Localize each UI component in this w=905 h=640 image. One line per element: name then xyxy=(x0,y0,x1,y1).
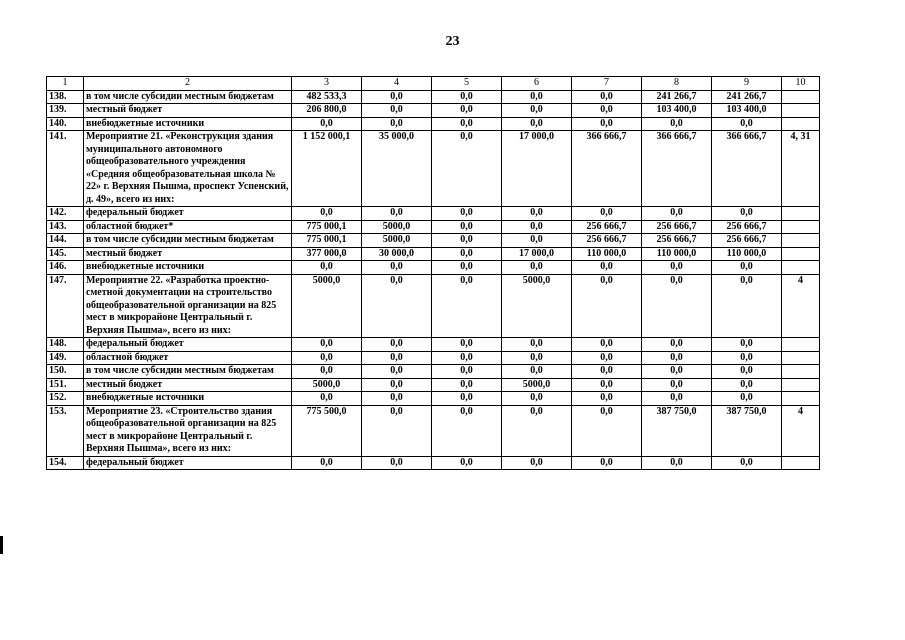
row-value: 0,0 xyxy=(502,392,572,406)
row-value: 5000,0 xyxy=(292,378,362,392)
row-value: 366 666,7 xyxy=(572,131,642,207)
row-number: 138. xyxy=(47,90,84,104)
row-value: 256 666,7 xyxy=(712,234,782,248)
row-value: 0,0 xyxy=(712,365,782,379)
row-value: 110 000,0 xyxy=(572,247,642,261)
row-value: 775 000,1 xyxy=(292,234,362,248)
row-value: 5000,0 xyxy=(502,378,572,392)
row-value: 0,0 xyxy=(642,338,712,352)
row-value: 0,0 xyxy=(712,207,782,221)
row-value: 0,0 xyxy=(572,117,642,131)
row-value: 110 000,0 xyxy=(642,247,712,261)
row-reference xyxy=(782,207,820,221)
row-value: 0,0 xyxy=(642,456,712,470)
table-row xyxy=(47,90,820,104)
row-value: 0,0 xyxy=(572,261,642,275)
row-value: 0,0 xyxy=(642,378,712,392)
table-row xyxy=(47,261,820,275)
row-value: 0,0 xyxy=(432,405,502,456)
row-reference xyxy=(782,456,820,470)
table-row xyxy=(47,338,820,352)
row-value: 5000,0 xyxy=(292,274,362,338)
row-value: 0,0 xyxy=(362,405,432,456)
column-header: 5 xyxy=(432,77,502,91)
table-row xyxy=(47,207,820,221)
row-value: 0,0 xyxy=(432,351,502,365)
row-value: 17 000,0 xyxy=(502,131,572,207)
scan-edge-mark xyxy=(0,536,3,554)
row-value: 0,0 xyxy=(572,456,642,470)
row-value: 0,0 xyxy=(432,90,502,104)
row-name: в том числе субсидии местным бюджетам xyxy=(84,234,292,248)
row-value: 256 666,7 xyxy=(712,220,782,234)
row-number: 148. xyxy=(47,338,84,352)
row-name: Мероприятие 23. «Строительство здания общеобразовательной организации на 825 мест в микрорайоне Центральный г. Верхняя Пышма», всего из них: xyxy=(84,405,292,456)
row-number: 152. xyxy=(47,392,84,406)
row-value: 0,0 xyxy=(432,247,502,261)
row-reference xyxy=(782,220,820,234)
row-name: местный бюджет xyxy=(84,378,292,392)
row-value: 256 666,7 xyxy=(572,234,642,248)
row-value: 0,0 xyxy=(712,378,782,392)
row-value: 0,0 xyxy=(502,207,572,221)
row-value: 241 266,7 xyxy=(642,90,712,104)
row-value: 0,0 xyxy=(712,261,782,275)
row-value: 256 666,7 xyxy=(642,234,712,248)
row-value: 1 152 000,1 xyxy=(292,131,362,207)
row-reference: 4 xyxy=(782,405,820,456)
row-value: 0,0 xyxy=(432,274,502,338)
column-header: 8 xyxy=(642,77,712,91)
row-value: 0,0 xyxy=(712,392,782,406)
row-value: 0,0 xyxy=(432,234,502,248)
row-value: 0,0 xyxy=(502,338,572,352)
row-number: 150. xyxy=(47,365,84,379)
table-row xyxy=(47,392,820,406)
row-value: 17 000,0 xyxy=(502,247,572,261)
table-row xyxy=(47,220,820,234)
budget-table xyxy=(46,76,820,470)
row-name: федеральный бюджет xyxy=(84,338,292,352)
row-value: 0,0 xyxy=(362,351,432,365)
row-value: 0,0 xyxy=(642,365,712,379)
row-value: 0,0 xyxy=(572,90,642,104)
table-row xyxy=(47,234,820,248)
row-value: 110 000,0 xyxy=(712,247,782,261)
row-number: 145. xyxy=(47,247,84,261)
row-number: 147. xyxy=(47,274,84,338)
row-value: 0,0 xyxy=(572,104,642,118)
row-value: 0,0 xyxy=(362,261,432,275)
row-name: Мероприятие 21. «Реконструкция здания муниципального автономного общеобразовательного учреждения «Средняя общеобразовательная школа № 22» г. Верхняя Пышма, проспект Успенский, д. 49», всего из них: xyxy=(84,131,292,207)
row-value: 0,0 xyxy=(362,365,432,379)
row-value: 0,0 xyxy=(362,392,432,406)
table-row xyxy=(47,131,820,207)
row-reference xyxy=(782,365,820,379)
row-number: 144. xyxy=(47,234,84,248)
row-value: 256 666,7 xyxy=(642,220,712,234)
row-reference xyxy=(782,338,820,352)
table-row xyxy=(47,274,820,338)
row-value: 0,0 xyxy=(642,351,712,365)
column-header: 10 xyxy=(782,77,820,91)
row-value: 0,0 xyxy=(572,378,642,392)
row-value: 482 533,3 xyxy=(292,90,362,104)
row-value: 0,0 xyxy=(432,338,502,352)
row-value: 0,0 xyxy=(432,117,502,131)
row-value: 0,0 xyxy=(572,207,642,221)
row-reference xyxy=(782,261,820,275)
row-value: 0,0 xyxy=(572,351,642,365)
row-reference xyxy=(782,247,820,261)
row-value: 256 666,7 xyxy=(572,220,642,234)
row-number: 154. xyxy=(47,456,84,470)
row-name: областной бюджет* xyxy=(84,220,292,234)
row-value: 377 000,0 xyxy=(292,247,362,261)
row-value: 0,0 xyxy=(712,274,782,338)
row-value: 0,0 xyxy=(432,365,502,379)
row-name: федеральный бюджет xyxy=(84,207,292,221)
row-value: 5000,0 xyxy=(362,234,432,248)
row-name: внебюджетные источники xyxy=(84,392,292,406)
table-body xyxy=(47,77,820,470)
row-reference: 4 xyxy=(782,274,820,338)
column-header: 9 xyxy=(712,77,782,91)
row-value: 241 266,7 xyxy=(712,90,782,104)
row-value: 0,0 xyxy=(502,405,572,456)
column-header: 2 xyxy=(84,77,292,91)
row-value: 0,0 xyxy=(362,274,432,338)
row-value: 0,0 xyxy=(642,392,712,406)
row-value: 0,0 xyxy=(502,351,572,365)
row-name: федеральный бюджет xyxy=(84,456,292,470)
row-value: 206 800,0 xyxy=(292,104,362,118)
row-reference xyxy=(782,104,820,118)
row-name: Мероприятие 22. «Разработка проектно-сметной документации на строительство общеобразовательной организации на 825 мест в микрорайоне Центральный г. Верхняя Пышма», всего из них: xyxy=(84,274,292,338)
row-value: 0,0 xyxy=(712,456,782,470)
row-reference xyxy=(782,392,820,406)
row-value: 0,0 xyxy=(292,365,362,379)
row-value: 0,0 xyxy=(502,234,572,248)
row-reference xyxy=(782,90,820,104)
table-row xyxy=(47,405,820,456)
row-value: 0,0 xyxy=(432,220,502,234)
row-value: 0,0 xyxy=(292,456,362,470)
row-number: 142. xyxy=(47,207,84,221)
table-row xyxy=(47,117,820,131)
row-value: 775 500,0 xyxy=(292,405,362,456)
row-value: 0,0 xyxy=(432,456,502,470)
row-name: в том числе субсидии местным бюджетам xyxy=(84,365,292,379)
row-value: 0,0 xyxy=(642,274,712,338)
row-value: 0,0 xyxy=(292,392,362,406)
column-header: 3 xyxy=(292,77,362,91)
column-header: 4 xyxy=(362,77,432,91)
column-header: 1 xyxy=(47,77,84,91)
row-name: в том числе субсидии местным бюджетам xyxy=(84,90,292,104)
column-header: 7 xyxy=(572,77,642,91)
row-value: 0,0 xyxy=(502,365,572,379)
table-row xyxy=(47,378,820,392)
column-header: 6 xyxy=(502,77,572,91)
row-number: 143. xyxy=(47,220,84,234)
row-value: 103 400,0 xyxy=(712,104,782,118)
row-value: 30 000,0 xyxy=(362,247,432,261)
row-value: 0,0 xyxy=(502,456,572,470)
row-value: 0,0 xyxy=(432,131,502,207)
row-value: 103 400,0 xyxy=(642,104,712,118)
row-value: 0,0 xyxy=(362,207,432,221)
row-number: 140. xyxy=(47,117,84,131)
row-value: 0,0 xyxy=(572,274,642,338)
row-number: 146. xyxy=(47,261,84,275)
row-value: 5000,0 xyxy=(362,220,432,234)
row-value: 0,0 xyxy=(712,338,782,352)
row-reference xyxy=(782,351,820,365)
row-value: 0,0 xyxy=(432,261,502,275)
row-value: 5000,0 xyxy=(502,274,572,338)
row-value: 0,0 xyxy=(292,261,362,275)
row-value: 0,0 xyxy=(292,207,362,221)
row-number: 139. xyxy=(47,104,84,118)
row-number: 153. xyxy=(47,405,84,456)
table-row xyxy=(47,456,820,470)
row-value: 0,0 xyxy=(502,117,572,131)
row-value: 35 000,0 xyxy=(362,131,432,207)
row-reference xyxy=(782,117,820,131)
row-value: 0,0 xyxy=(642,261,712,275)
row-reference: 4, 31 xyxy=(782,131,820,207)
row-number: 141. xyxy=(47,131,84,207)
table-row xyxy=(47,104,820,118)
row-value: 0,0 xyxy=(712,351,782,365)
row-value: 0,0 xyxy=(572,405,642,456)
row-value: 0,0 xyxy=(502,220,572,234)
row-value: 0,0 xyxy=(432,392,502,406)
row-value: 0,0 xyxy=(572,338,642,352)
row-value: 0,0 xyxy=(642,207,712,221)
row-number: 151. xyxy=(47,378,84,392)
row-name: местный бюджет xyxy=(84,247,292,261)
row-value: 0,0 xyxy=(362,456,432,470)
row-value: 0,0 xyxy=(712,117,782,131)
row-value: 0,0 xyxy=(432,207,502,221)
row-value: 0,0 xyxy=(432,378,502,392)
row-name: внебюджетные источники xyxy=(84,261,292,275)
row-value: 0,0 xyxy=(292,117,362,131)
row-value: 0,0 xyxy=(572,365,642,379)
row-value: 0,0 xyxy=(502,261,572,275)
table-row xyxy=(47,365,820,379)
row-value: 0,0 xyxy=(362,117,432,131)
row-value: 366 666,7 xyxy=(712,131,782,207)
row-reference xyxy=(782,378,820,392)
row-reference xyxy=(782,234,820,248)
row-value: 0,0 xyxy=(502,90,572,104)
table-row xyxy=(47,351,820,365)
row-value: 775 000,1 xyxy=(292,220,362,234)
row-value: 0,0 xyxy=(432,104,502,118)
row-value: 0,0 xyxy=(362,338,432,352)
row-name: местный бюджет xyxy=(84,104,292,118)
row-value: 387 750,0 xyxy=(712,405,782,456)
row-name: областной бюджет xyxy=(84,351,292,365)
row-value: 387 750,0 xyxy=(642,405,712,456)
header-row xyxy=(47,77,820,91)
page-number: 23 xyxy=(445,34,460,49)
row-value: 0,0 xyxy=(362,104,432,118)
row-value: 0,0 xyxy=(362,378,432,392)
row-value: 0,0 xyxy=(502,104,572,118)
row-value: 0,0 xyxy=(292,351,362,365)
row-number: 149. xyxy=(47,351,84,365)
row-value: 0,0 xyxy=(572,392,642,406)
row-value: 0,0 xyxy=(642,117,712,131)
table-row xyxy=(47,247,820,261)
row-name: внебюджетные источники xyxy=(84,117,292,131)
row-value: 0,0 xyxy=(292,338,362,352)
row-value: 366 666,7 xyxy=(642,131,712,207)
row-value: 0,0 xyxy=(362,90,432,104)
